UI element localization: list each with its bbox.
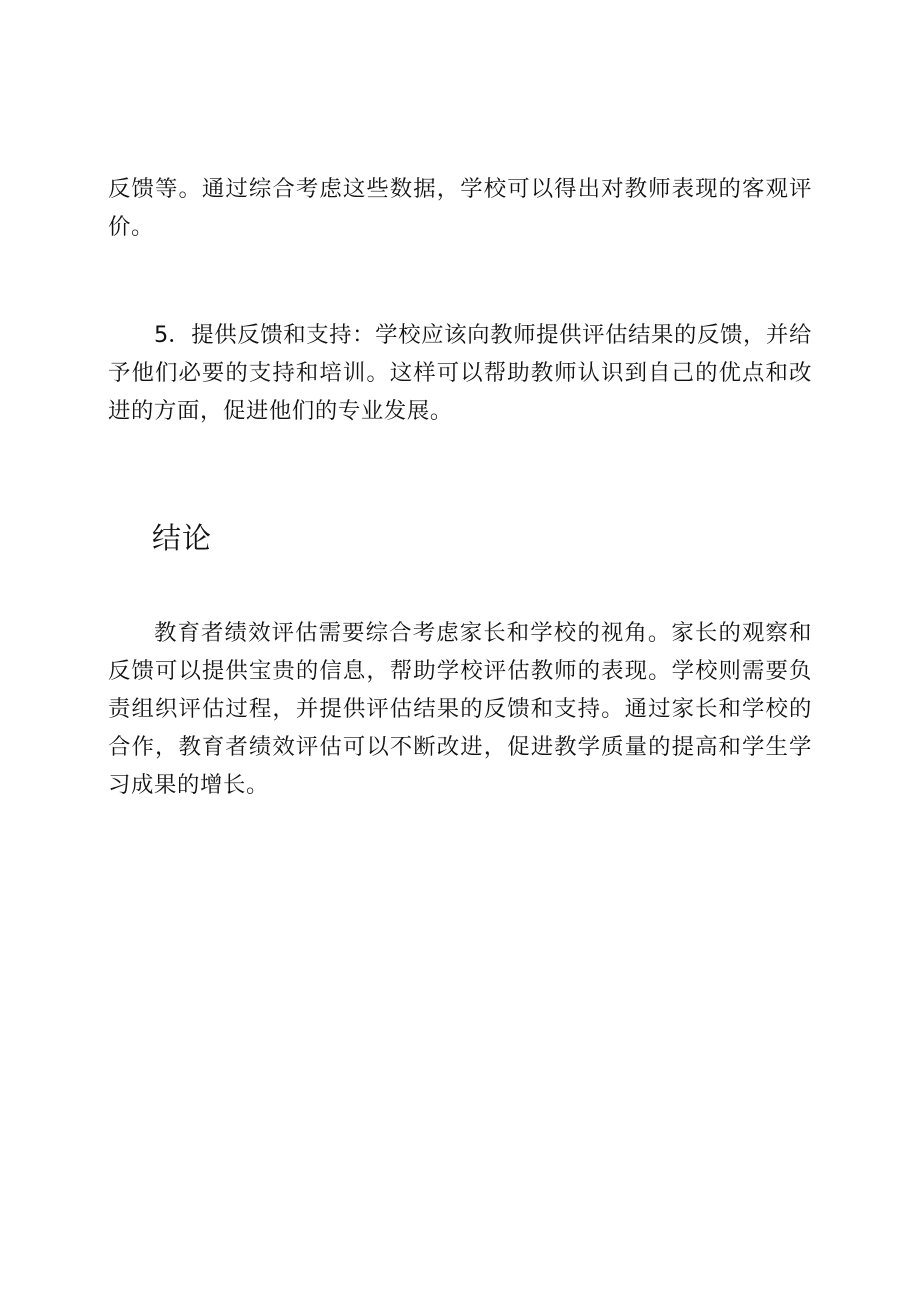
conclusion-paragraph: 教育者绩效评估需要综合考虑家长和学校的视角。家长的观察和反馈可以提供宝贵的信息，帮助学校评估教师的表现。学校则需要负责组织评估过程，并提供评估结果的反馈和支持。通过家长和学校的合作，教育者绩效评估可以不断改进，促进教学质量的提高和学生学习成果的增长。 bbox=[108, 620, 812, 798]
list-item-5 bbox=[108, 316, 812, 430]
continued-paragraph: 反馈等。通过综合考虑这些数据，学校可以得出对教师表现的客观评价。 bbox=[108, 176, 812, 240]
list-item-number: 5 bbox=[154, 322, 169, 348]
conclusion-heading: 结论 bbox=[152, 521, 213, 555]
list-item-text: ．提供反馈和支持：学校应该向教师提供评估结果的反馈，并给予他们必要的支持和培训。这样可以帮助教师认识到自己的优点和改进的方面，促进他们的专业发展。 bbox=[108, 322, 812, 424]
